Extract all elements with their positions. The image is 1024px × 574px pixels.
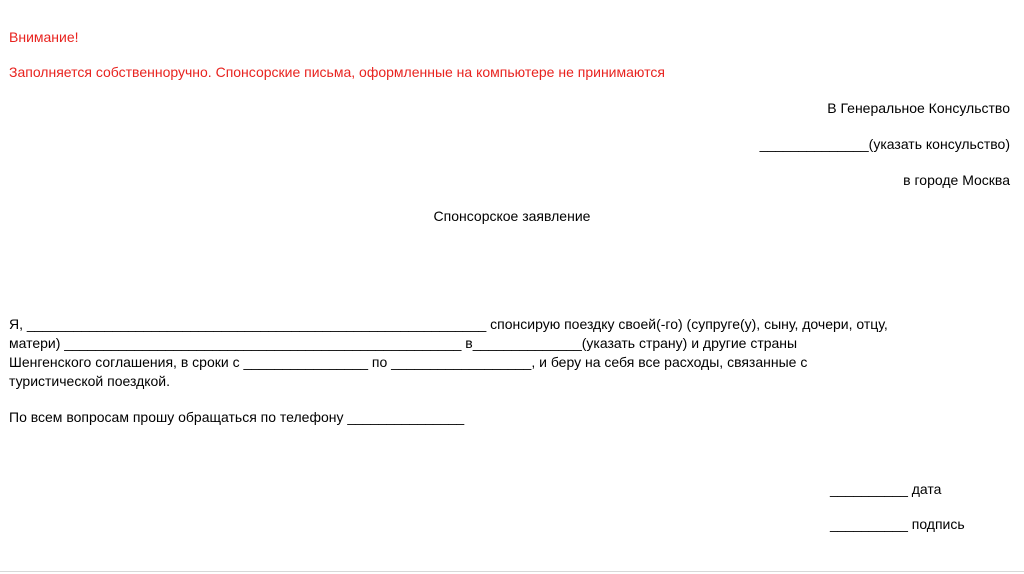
body-line-4: туристической поездкой. — [9, 373, 171, 389]
addressee-city: в городе Москва — [903, 172, 1010, 188]
phone-line: По всем вопросам прошу обращаться по телефону _______________ — [9, 409, 465, 425]
body-line-1: Я, ___________________________________________________________ спонсирую поездку своей(-го) (супруге(у), сыну, дочери, отцу, — [9, 316, 888, 332]
body-line-3: Шенгенского соглашения, в сроки с ________________ по __________________, и беру на себя все расходы, связанные с — [9, 354, 808, 370]
warning-note: Заполняется собственноручно. Спонсорские письма, оформленные на компьютере не принимаются — [9, 64, 665, 80]
warning-title: Внимание! — [9, 29, 79, 45]
signature-field: __________ подпись — [830, 516, 965, 532]
body-line-2: матери) ___________________________________________________ в______________(указать страну) и другие страны — [9, 335, 798, 351]
addressee-consulate-blank: ______________(указать консульство) — [759, 136, 1010, 152]
document-title: Спонсорское заявление — [433, 208, 591, 224]
page-bottom-divider — [0, 571, 1024, 572]
addressee-consulate: В Генеральное Консульство — [827, 100, 1010, 116]
date-field: __________ дата — [830, 481, 942, 497]
